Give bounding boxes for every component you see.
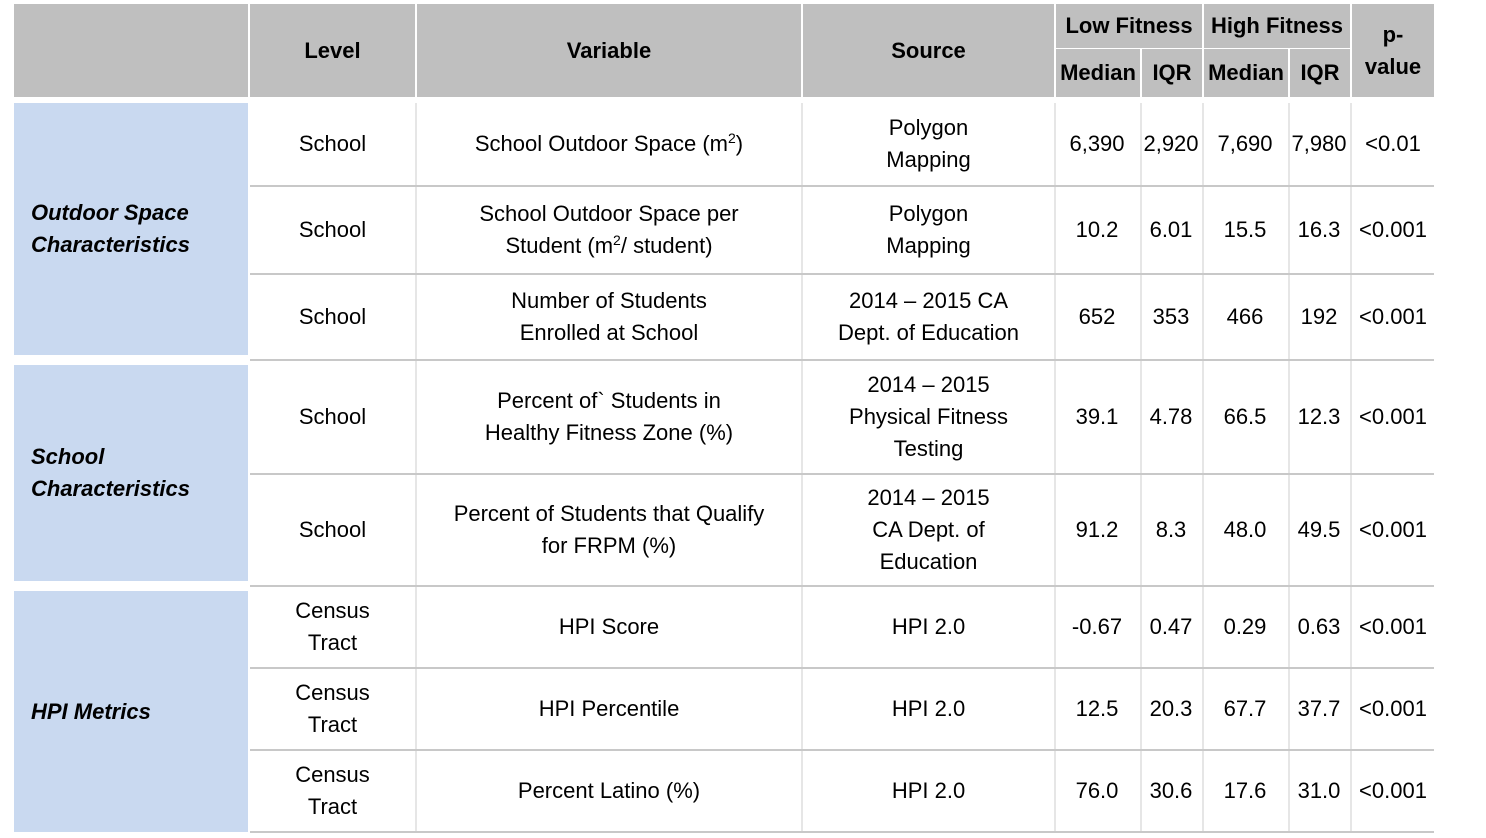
cell-low-iqr: 30.6 [1141, 750, 1203, 832]
category-outdoor-space: Outdoor Space Characteristics [14, 100, 249, 360]
cell-low-median: 12.5 [1055, 668, 1141, 750]
cell-low-median: 10.2 [1055, 186, 1141, 274]
header-empty-cell [14, 4, 249, 100]
cell-variable: HPI Score [416, 586, 802, 668]
category-school: School Characteristics [14, 360, 249, 586]
cell-variable: Percent of` Students in Healthy Fitness Zone (%) [416, 360, 802, 474]
cell-level: School [249, 474, 416, 586]
cell-variable: HPI Percentile [416, 668, 802, 750]
cell-source: Polygon Mapping [802, 186, 1055, 274]
cell-low-median: -0.67 [1055, 586, 1141, 668]
cell-low-median: 76.0 [1055, 750, 1141, 832]
header-source: Source [802, 4, 1055, 100]
cell-high-iqr: 0.63 [1289, 586, 1351, 668]
data-table [14, 4, 1434, 833]
table-body [14, 100, 1434, 832]
header-high-median: Median [1203, 49, 1289, 101]
cell-high-median: 0.29 [1203, 586, 1289, 668]
cell-source: Polygon Mapping [802, 100, 1055, 186]
cell-level: Census Tract [249, 668, 416, 750]
cell-source: 2014 – 2015 Physical Fitness Testing [802, 360, 1055, 474]
cell-source: 2014 – 2015 CA Dept. of Education [802, 274, 1055, 360]
cell-low-median: 39.1 [1055, 360, 1141, 474]
cell-variable: School Outdoor Space per Student ($m^2/$ student) [416, 186, 802, 274]
cell-low-iqr: 4.78 [1141, 360, 1203, 474]
cell-low-median: 652 [1055, 274, 1141, 360]
header-low-fitness: Low Fitness [1055, 4, 1203, 49]
cell-p-value: <0.001 [1351, 750, 1434, 832]
cell-high-median: 66.5 [1203, 360, 1289, 474]
cell-low-iqr: 6.01 [1141, 186, 1203, 274]
cell-variable: Number of Students Enrolled at School [416, 274, 802, 360]
cell-level: Census Tract [249, 586, 416, 668]
cell-high-median: 17.6 [1203, 750, 1289, 832]
cell-high-iqr: 192 [1289, 274, 1351, 360]
category-hpi-metrics: HPI Metrics [14, 586, 249, 832]
cell-p-value: <0.001 [1351, 360, 1434, 474]
cell-high-median: 67.7 [1203, 668, 1289, 750]
cell-high-median: 7,690 [1203, 100, 1289, 186]
cell-p-value: <0.01 [1351, 100, 1434, 186]
cell-p-value: <0.001 [1351, 474, 1434, 586]
table-row [14, 100, 1434, 186]
cell-high-median: 466 [1203, 274, 1289, 360]
cell-high-iqr: 7,980 [1289, 100, 1351, 186]
cell-low-iqr: 353 [1141, 274, 1203, 360]
cell-p-value: <0.001 [1351, 586, 1434, 668]
cell-variable: School Outdoor Space $(m^2)$ [416, 100, 802, 186]
cell-high-median: 48.0 [1203, 474, 1289, 586]
cell-level: School [249, 360, 416, 474]
header-variable: Variable [416, 4, 802, 100]
header-level: Level [249, 4, 416, 100]
header-low-iqr: IQR [1141, 49, 1203, 101]
cell-low-iqr: 8.3 [1141, 474, 1203, 586]
cell-source: 2014 – 2015 CA Dept. of Education [802, 474, 1055, 586]
cell-level: School [249, 100, 416, 186]
table-header [14, 4, 1434, 100]
header-low-median: Median [1055, 49, 1141, 101]
cell-p-value: <0.001 [1351, 186, 1434, 274]
cell-variable: Percent Latino (%) [416, 750, 802, 832]
header-high-fitness: High Fitness [1203, 4, 1351, 49]
cell-high-median: 15.5 [1203, 186, 1289, 274]
cell-low-median: 6,390 [1055, 100, 1141, 186]
header-high-iqr: IQR [1289, 49, 1351, 101]
cell-source: HPI 2.0 [802, 668, 1055, 750]
cell-p-value: <0.001 [1351, 274, 1434, 360]
table-row [14, 360, 1434, 474]
cell-level: School [249, 186, 416, 274]
cell-variable: Percent of Students that Qualify for FRPM (%) [416, 474, 802, 586]
cell-low-median: 91.2 [1055, 474, 1141, 586]
cell-high-iqr: 31.0 [1289, 750, 1351, 832]
cell-low-iqr: 0.47 [1141, 586, 1203, 668]
cell-high-iqr: 37.7 [1289, 668, 1351, 750]
cell-level: School [249, 274, 416, 360]
cell-level: Census Tract [249, 750, 416, 832]
cell-high-iqr: 16.3 [1289, 186, 1351, 274]
table-row [14, 586, 1434, 668]
cell-source: HPI 2.0 [802, 586, 1055, 668]
cell-p-value: <0.001 [1351, 668, 1434, 750]
cell-high-iqr: 49.5 [1289, 474, 1351, 586]
cell-low-iqr: 20.3 [1141, 668, 1203, 750]
header-p-value: p- value [1351, 4, 1434, 100]
cell-high-iqr: 12.3 [1289, 360, 1351, 474]
cell-source: HPI 2.0 [802, 750, 1055, 832]
cell-low-iqr: 2,920 [1141, 100, 1203, 186]
